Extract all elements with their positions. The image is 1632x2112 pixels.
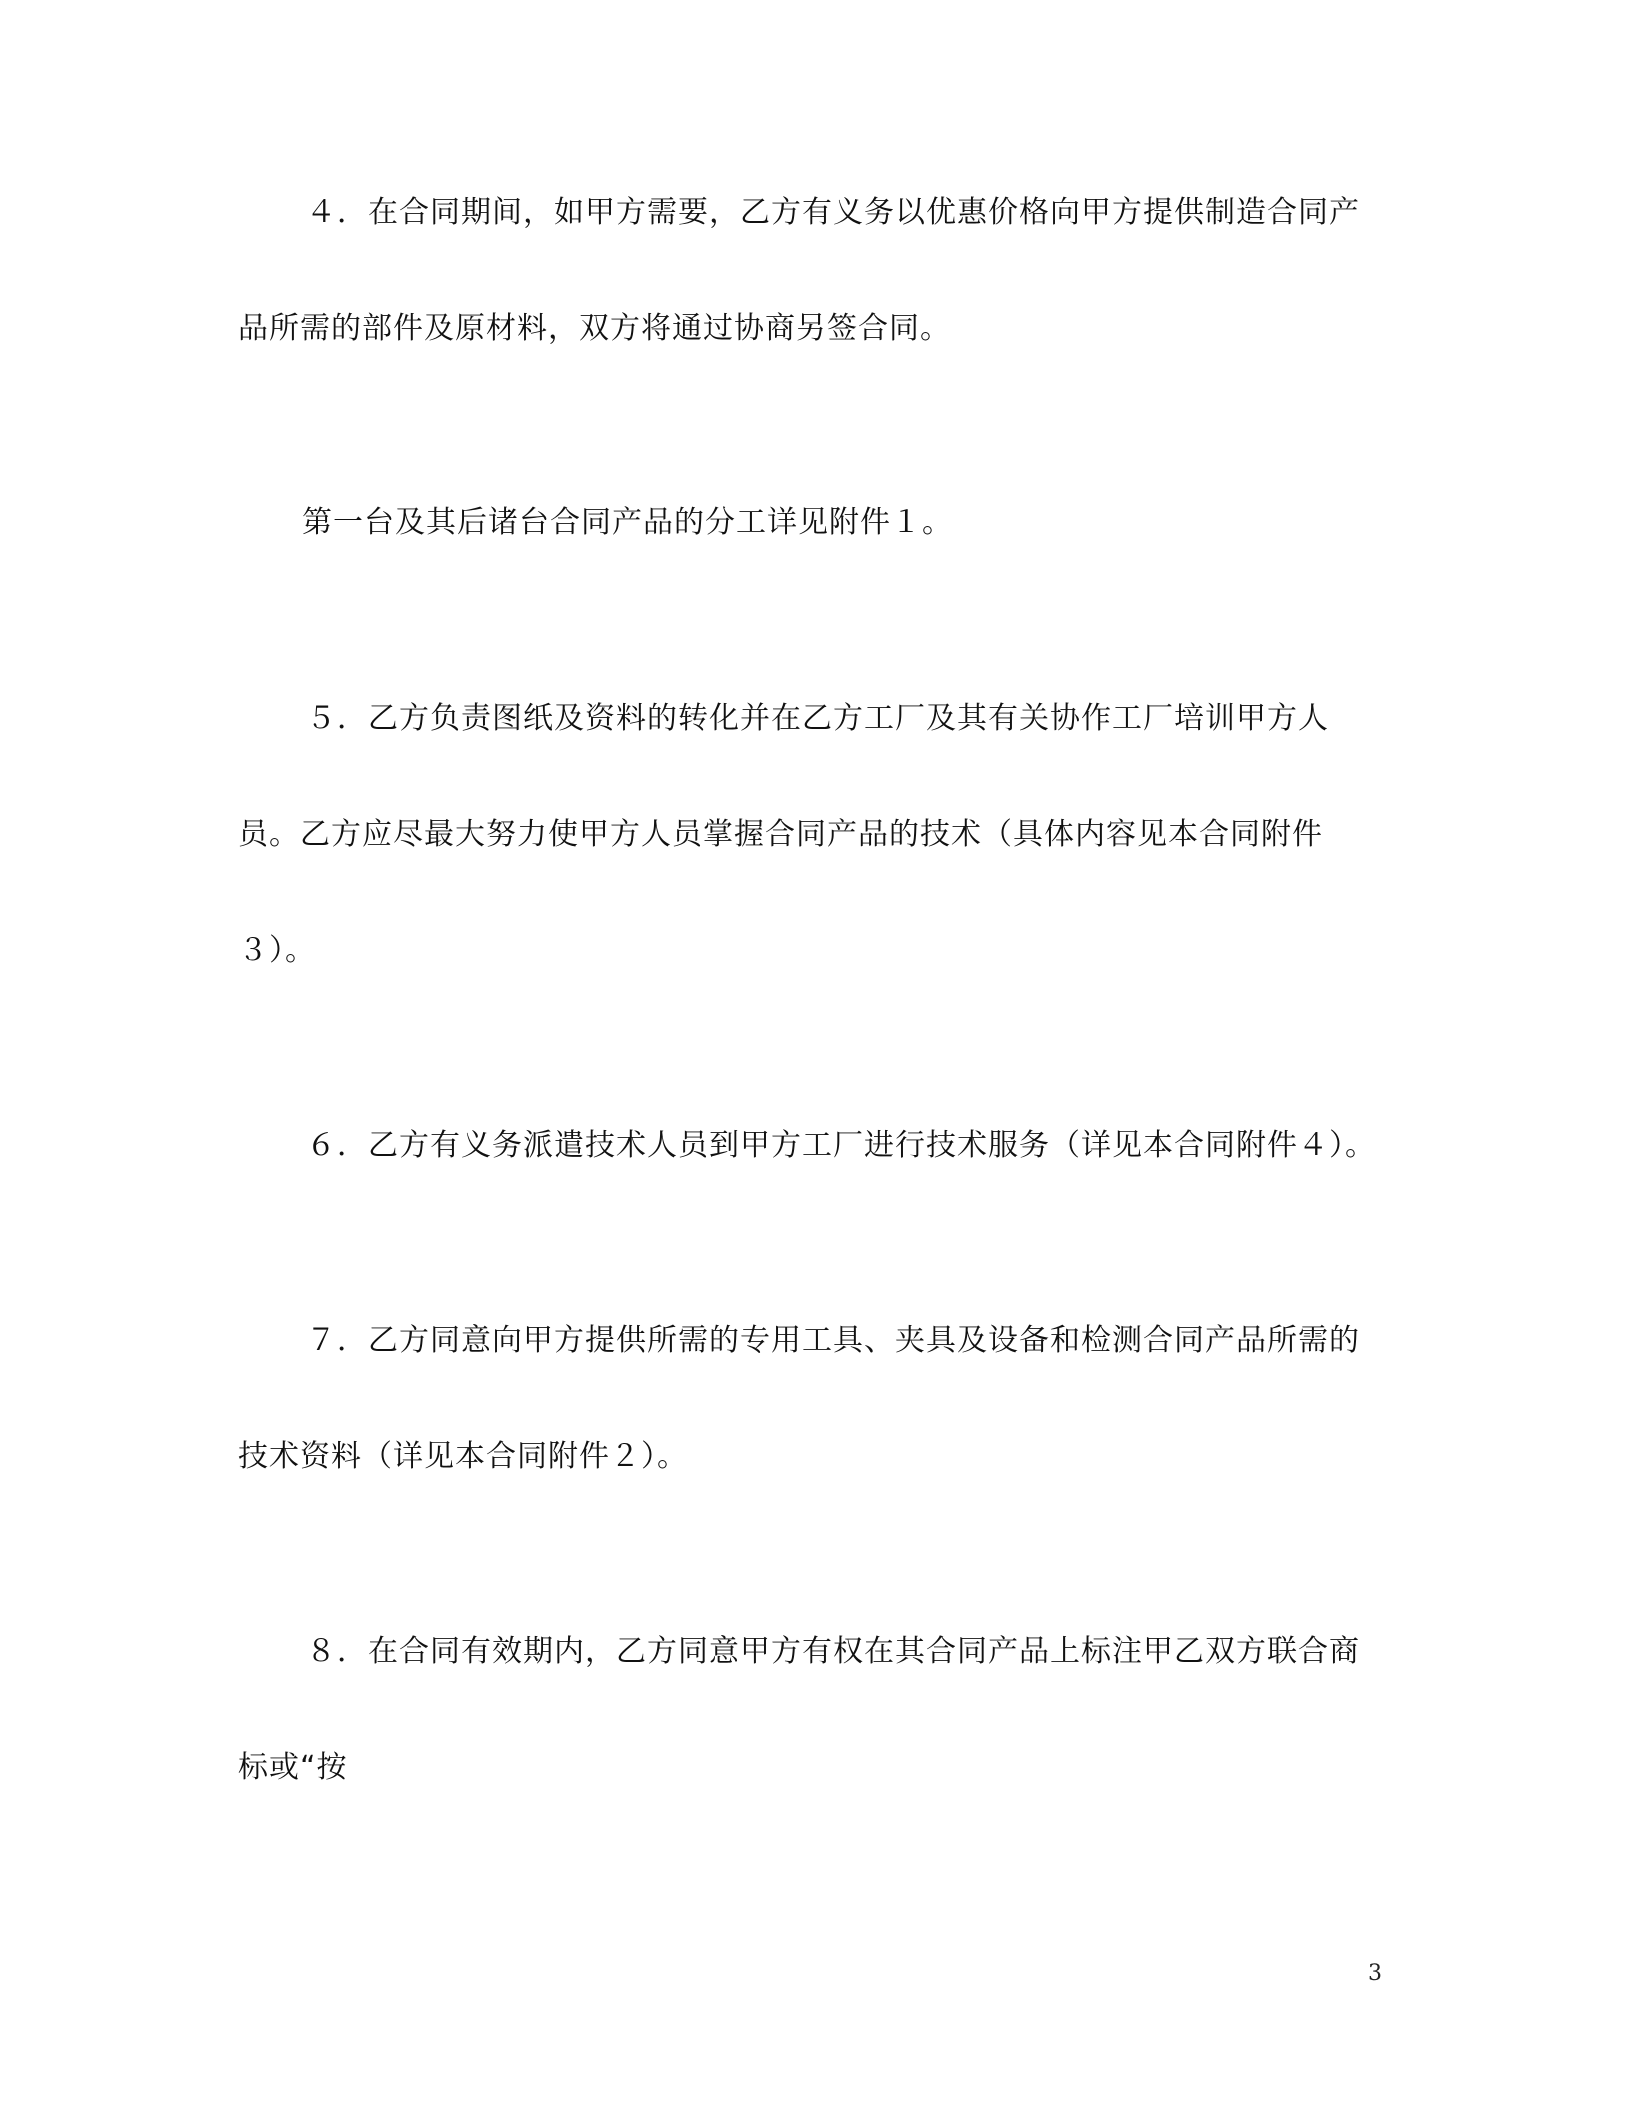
paragraph-8-line-1: ８．在合同有效期内，乙方同意甲方有权在其合同产品上标注甲乙双方联合商 <box>306 1634 1360 1669</box>
paragraph-6-line-1: ６．乙方有义务派遣技术人员到甲方工厂进行技术服务（详见本合同附件４）。 <box>306 1128 1376 1163</box>
page-number: 3 <box>1368 1961 1382 1986</box>
paragraph-5-line-3: ３）。 <box>238 933 316 968</box>
paragraph-5-line-1: ５．乙方负责图纸及资料的转化并在乙方工厂及其有关协作工厂培训甲方人 <box>306 701 1329 736</box>
paragraph-4-line-2: 品所需的部件及原材料，双方将通过协商另签合同。 <box>238 311 951 346</box>
paragraph-4-line-1: ４．在合同期间，如甲方需要，乙方有义务以优惠价格向甲方提供制造合同产 <box>306 195 1360 230</box>
paragraph-division-note: 第一台及其后诸台合同产品的分工详见附件１。 <box>302 505 953 540</box>
paragraph-7-line-1: ７．乙方同意向甲方提供所需的专用工具、夹具及设备和检测合同产品所需的 <box>306 1323 1360 1358</box>
paragraph-5-line-2: 员。乙方应尽最大努力使甲方人员掌握合同产品的技术（具体内容见本合同附件 <box>238 817 1323 852</box>
paragraph-8-line-2: 标或“按 <box>238 1750 348 1785</box>
paragraph-7-line-2: 技术资料（详见本合同附件２）。 <box>238 1439 688 1474</box>
